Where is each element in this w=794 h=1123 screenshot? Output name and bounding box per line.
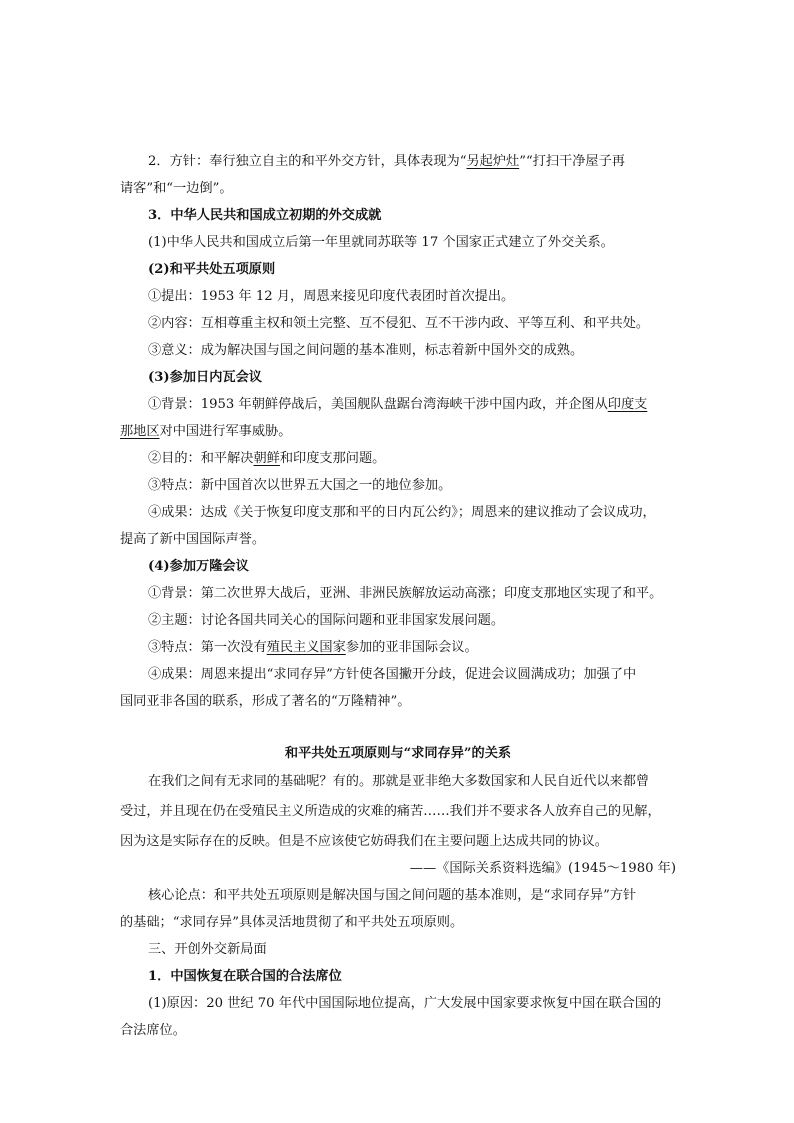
paragraph-line xyxy=(148,585,676,603)
paragraph-line xyxy=(148,995,676,1013)
text-segment: 对中国进行军事威胁。 xyxy=(159,424,292,439)
underlined-term: 印度支 xyxy=(607,397,648,412)
heading-text: 1．中国恢复在联合国的合法席位 xyxy=(148,969,342,984)
text-segment: ①背景：1953 年朝鲜停战后，美国舰队盘踞台湾海峡干涉中国内政，并企图从 xyxy=(148,397,608,412)
text-segment: 和印度支那问题。 xyxy=(279,451,386,466)
heading-text: 3．中华人民共和国成立初期的外交成就 xyxy=(148,208,382,223)
paragraph-line xyxy=(148,342,676,360)
text-segment: 因为这是实际存在的反映。但是不应该使它妨碍我们在主要问题上达成共同的协议。 xyxy=(120,834,608,849)
section-heading xyxy=(148,968,676,986)
section-heading xyxy=(148,207,676,225)
core-argument xyxy=(148,887,676,905)
text-segment: ——《国际关系资料选编》(1945～1980 年) xyxy=(409,861,676,876)
text-segment: ②主题：讨论各国共同关心的国际问题和亚非国家发展问题。 xyxy=(148,613,505,628)
text-segment: ”“打扫干净屋子再 xyxy=(519,154,625,169)
text-segment: 2．方针：奉行独立自主的和平外交方针，具体表现为“ xyxy=(148,154,467,169)
subheading xyxy=(148,261,676,279)
text-segment: ③特点：新中国首次以世界五大国之一的地位参加。 xyxy=(148,478,452,493)
heading-text: (4)参加万隆会议 xyxy=(148,559,249,574)
paragraph-line-cont xyxy=(120,531,676,549)
paragraph-line-cont xyxy=(120,1022,676,1040)
subheading xyxy=(148,558,676,576)
text-segment: (1)中华人民共和国成立后第一年里就同苏联等 17 个国家正式建立了外交关系。 xyxy=(148,235,614,250)
paragraph-line xyxy=(148,612,676,630)
paragraph-line xyxy=(148,477,676,495)
text-segment: ③特点：第一次没有 xyxy=(148,640,267,655)
text-segment: 在我们之间有无求同的基础呢？有的。那就是亚非绝大多数国家和人民自近代以来都曾 xyxy=(148,774,650,789)
quote-line-cont xyxy=(120,833,676,851)
paragraph-line xyxy=(148,288,676,306)
text-segment: ②内容：互相尊重主权和领土完整、互不侵犯、互不干涉内政、平等互利、和平共处。 xyxy=(148,316,650,331)
heading-text: (3)参加日内瓦会议 xyxy=(148,370,262,385)
heading-text: (2)和平共处五项原则 xyxy=(148,262,276,277)
text-segment: 国同亚非各国的联系，形成了著名的“万隆精神”。 xyxy=(120,694,411,709)
box-title xyxy=(120,745,676,763)
text-segment: 请客”和“一边倒”。 xyxy=(120,181,233,196)
underlined-term: 那地区 xyxy=(120,424,160,439)
text-segment: ①背景：第二次世界大战后，亚洲、非洲民族解放运动高涨；印度支那地区实现了和平。 xyxy=(148,586,663,601)
underlined-term: 朝鲜 xyxy=(253,451,280,466)
text-segment: ③意义：成为解决国与国之间问题的基本准则，标志着新中国外交的成熟。 xyxy=(148,343,584,358)
text-segment: 受过，并且现在仍在受殖民主义所造成的灾难的痛苦……我们并不要求各人放弃自己的见解， xyxy=(120,804,661,819)
underlined-term: 殖民主义国家 xyxy=(266,640,346,655)
text-segment: ④成果：达成《关于恢复印度支那和平的日内瓦公约》；周恩来的建议推动了会议成功， xyxy=(148,505,656,520)
text-segment: 合法席位。 xyxy=(120,1023,186,1038)
paragraph-line xyxy=(148,666,676,684)
text-segment: 参加的亚非国际会议。 xyxy=(345,640,478,655)
subheading xyxy=(148,369,676,387)
paragraph-line xyxy=(148,396,676,414)
paragraph-line xyxy=(148,450,676,468)
paragraph-line xyxy=(148,504,676,522)
paragraph-line-cont xyxy=(120,693,676,711)
paragraph-line-cont xyxy=(120,423,676,441)
text-segment: ②目的：和平解决 xyxy=(148,451,254,466)
underlined-term: 另起炉灶 xyxy=(466,154,520,169)
quote-line xyxy=(148,773,676,791)
text-segment: (1)原因：20 世纪 70 年代中国国际地位提高，广大发展中国家要求恢复中国在联合国的 xyxy=(148,996,662,1011)
paragraph-line xyxy=(148,234,676,252)
text-segment: ④成果：周恩来提出“求同存异”方针使各国撇开分歧，促进会议圆满成功；加强了中 xyxy=(148,667,637,682)
paragraph-line xyxy=(148,315,676,333)
text-segment: 提高了新中国国际声誉。 xyxy=(120,532,266,547)
text-segment: ①提出：1953 年 12 月，周恩来接见印度代表团时首次提出。 xyxy=(148,289,515,304)
policy-line-cont xyxy=(120,180,676,198)
quote-line-cont xyxy=(120,803,676,821)
heading-text: 三、开创外交新局面 xyxy=(148,942,267,957)
text-segment: 核心论点：和平共处五项原则是解决国与国之间问题的基本准则，是“求同存异”方针 xyxy=(148,888,637,903)
heading-text: 和平共处五项原则与“求同存异”的关系 xyxy=(284,746,512,761)
policy-line xyxy=(148,153,676,171)
core-argument-cont xyxy=(120,914,676,932)
text-segment: 的基础；“求同存异”具体灵活地贯彻了和平共处五项原则。 xyxy=(120,915,464,930)
section-heading xyxy=(148,941,676,959)
quote-source xyxy=(120,860,676,878)
paragraph-line xyxy=(148,639,676,657)
